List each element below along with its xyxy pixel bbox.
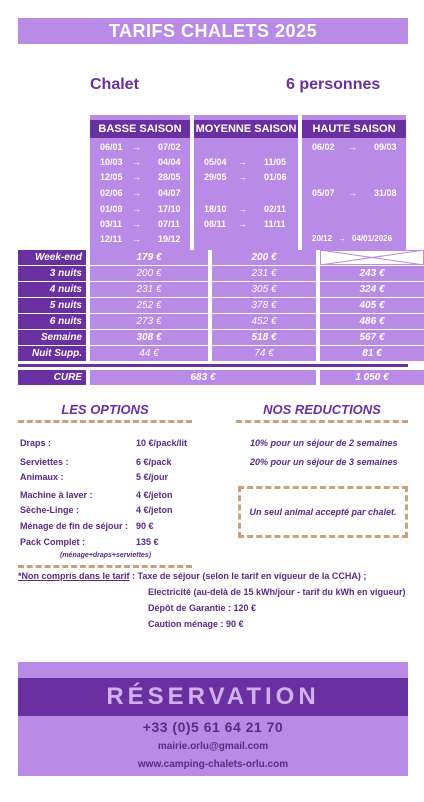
persons-label: 6 personnes bbox=[286, 76, 381, 93]
date-range: 20/12 → 04/01/2026 bbox=[312, 234, 393, 243]
season-moyenne bbox=[194, 115, 298, 250]
option-value: 4 €/jeton bbox=[136, 505, 173, 515]
chalet-label: Chalet bbox=[90, 76, 139, 93]
season-moyenne-header: MOYENNE SAISON bbox=[194, 115, 298, 138]
deposit-note: Dépôt de Garantie : 120 € bbox=[148, 603, 257, 613]
phone-number[interactable]: +33 (0)5 61 64 21 70 bbox=[142, 719, 284, 735]
option-label: Draps : bbox=[20, 438, 52, 448]
season-moyenne-dates bbox=[194, 138, 298, 250]
crossed-cell bbox=[320, 250, 424, 265]
option-value: 5 €/jour bbox=[136, 472, 169, 482]
price-row-weekend: Week-end 179 € 200 € bbox=[18, 250, 408, 265]
electricity-note: Electricité (au-delà de 15 kWh/jour - tarif du kWh en vigueur) bbox=[148, 587, 406, 597]
email-link[interactable]: mairie.orlu@gmail.com bbox=[157, 741, 269, 752]
reservation-contact bbox=[18, 716, 408, 776]
price-row-nuit-supp: Nuit Supp. 44 € 74 € 81 € bbox=[18, 346, 408, 361]
price-row-cure: CURE 683 € 1 050 € bbox=[18, 370, 408, 385]
options-title: LES OPTIONS bbox=[61, 402, 149, 417]
option-value: 90 € bbox=[136, 521, 154, 531]
season-basse-header: BASSE SAISON bbox=[90, 115, 190, 138]
cross-icon bbox=[320, 250, 424, 265]
date-range: 29/05 → 01/06 bbox=[204, 172, 287, 182]
option-label: Machine à laver : bbox=[20, 490, 93, 500]
option-value: 6 €/pack bbox=[136, 457, 172, 467]
reduction-item: 20% pour un séjour de 3 semaines bbox=[250, 457, 398, 467]
price-row-semaine: Semaine 308 € 518 € 567 € bbox=[18, 330, 408, 345]
season-basse-dates bbox=[90, 138, 190, 250]
season-haute-dates bbox=[302, 138, 406, 250]
reductions-divider bbox=[236, 420, 408, 423]
date-range: 01/09 → 17/10 bbox=[100, 204, 181, 214]
date-range: 12/11 → 19/12 bbox=[100, 234, 181, 244]
option-label: Serviettes : bbox=[20, 457, 69, 467]
animal-note: Un seul animal accepté par chalet. bbox=[249, 507, 397, 517]
date-range: 05/07 → 31/08 bbox=[312, 188, 397, 198]
reservation-top-band bbox=[18, 662, 408, 678]
option-value: 10 €/pack/lit bbox=[136, 438, 188, 448]
date-range: 12/05 → 28/05 bbox=[100, 172, 181, 182]
option-label: Pack Complet : bbox=[20, 537, 86, 547]
animal-note-box bbox=[238, 486, 408, 538]
date-range: 02/06 → 04/07 bbox=[100, 188, 181, 198]
price-row-6nuits: 6 nuits 273 € 452 € 486 € bbox=[18, 314, 408, 329]
page-title: TARIFS CHALETS 2025 bbox=[18, 18, 408, 44]
option-label: Ménage de fin de séjour : bbox=[20, 521, 129, 531]
website-link[interactable]: www.camping-chalets-orlu.com bbox=[137, 759, 289, 770]
date-range: 10/03 → 04/04 bbox=[100, 157, 181, 167]
date-range: 18/10 → 02/11 bbox=[204, 204, 287, 214]
option-label: Sèche-Linge : bbox=[20, 505, 80, 515]
reduction-item: 10% pour un séjour de 2 semaines bbox=[250, 438, 398, 448]
season-haute-header: HAUTE SAISON bbox=[302, 115, 406, 138]
not-included-line bbox=[18, 571, 366, 581]
option-label: Animaux : bbox=[20, 472, 64, 482]
reductions-title: NOS REDUCTIONS bbox=[263, 402, 381, 417]
date-range: 06/01 → 07/02 bbox=[100, 142, 181, 152]
price-row-3nuits: 3 nuits 200 € 231 € 243 € bbox=[18, 266, 408, 281]
cleaning-deposit-note: Caution ménage : 90 € bbox=[148, 619, 244, 629]
reservation-title: RÉSERVATION bbox=[18, 678, 408, 716]
price-row-4nuits: 4 nuits 231 € 305 € 324 € bbox=[18, 282, 408, 297]
price-row-5nuits: 5 nuits 252 € 378 € 405 € bbox=[18, 298, 408, 313]
not-included-label: *Non compris dans le tarif bbox=[18, 571, 130, 581]
date-range: 08/11 → 11/11 bbox=[204, 219, 286, 229]
options-divider bbox=[18, 420, 192, 423]
not-included-divider bbox=[18, 565, 192, 568]
season-haute bbox=[302, 115, 406, 250]
not-included-tax: : Taxe de séjour (selon le tarif en vigueur de la CCHA) ; bbox=[132, 571, 367, 581]
season-basse bbox=[90, 115, 190, 250]
option-value: 135 € bbox=[136, 537, 159, 547]
pack-note: (ménage+draps+serviettes) bbox=[60, 552, 152, 559]
option-value: 4 €/jeton bbox=[136, 490, 173, 500]
date-range: 06/02 → 09/03 bbox=[312, 142, 397, 152]
date-range: 03/11 → 07/11 bbox=[100, 219, 181, 229]
date-range: 05/04 → 11/05 bbox=[204, 157, 287, 167]
cure-divider bbox=[18, 364, 408, 367]
